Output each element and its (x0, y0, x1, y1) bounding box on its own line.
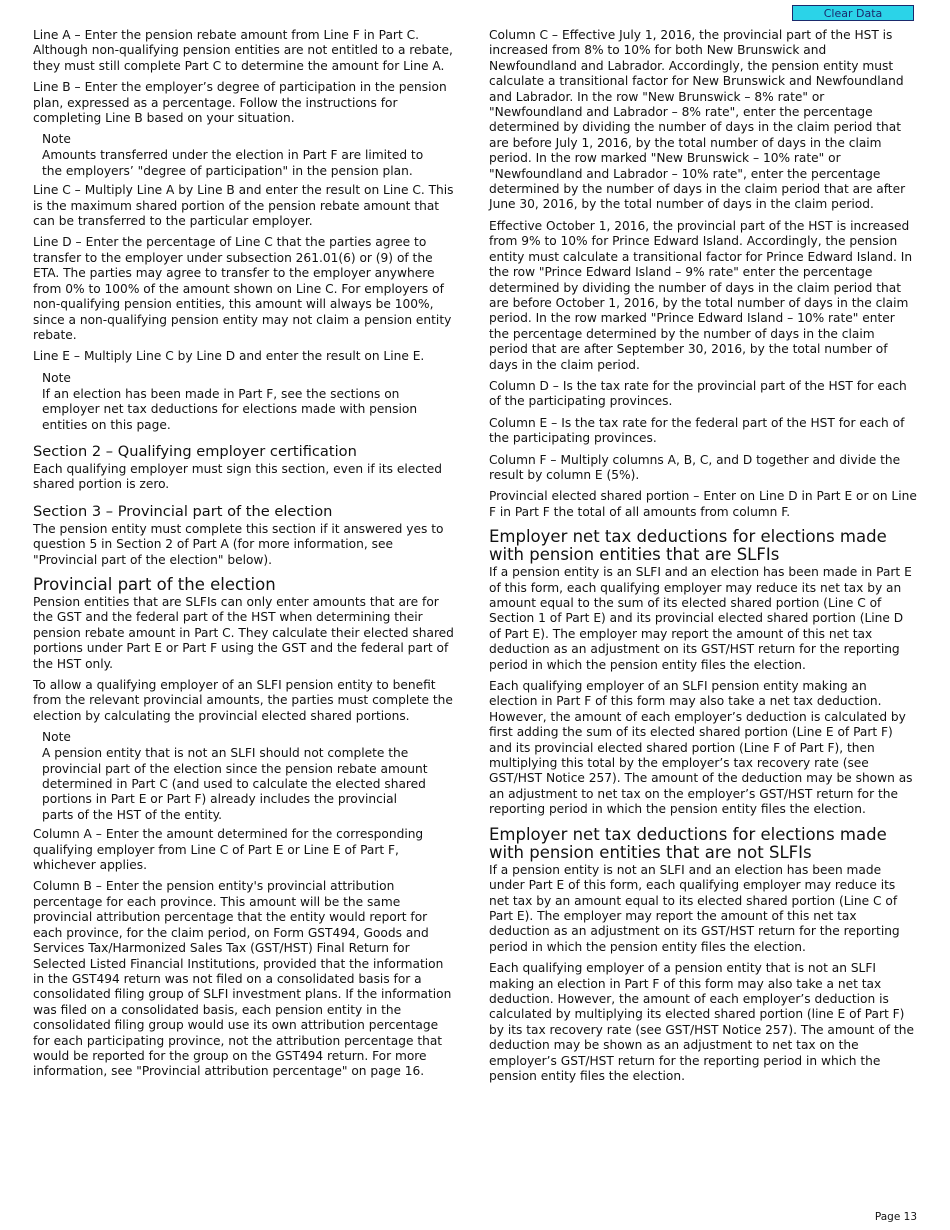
line-a-paragraph: Line A – Enter the pension rebate amount from Line F in Part C. Although non-qualifying pension entities are not entitled to a rebate, they must still complete Part C to determine the amount for Line A. (33, 28, 453, 73)
non-slfi-deductions-heading: Employer net tax deductions for elections made with pension entities that are not SLFIs (489, 824, 887, 862)
provincial-part-p1: Pension entities that are SLFIs can only enter amounts that are for the GST and the federal part of the HST when determining their pension rebate amount in Part C. They calculate their elected shared portions under Part E or Part F using the GST and the federal part of the HST only. (33, 594, 454, 671)
section-3-text: The pension entity must complete this section if it answered yes to question 5 in Section 2 of Part A (for more information, see "Provincial part of the election" below). (33, 521, 444, 567)
line-d-paragraph: Line D – Enter the percentage of Line C that the parties agree to transfer to the employer under subsection 261.01(6) or (9) of the ETA. The parties may agree to transfer to the employer anywhere from 0% to 100% of the amount shown on Line C. For employers of non-qualifying pension entities, this amount will always be 100%, since a non-qualifying pension entity may not claim a pension entity rebate. (33, 235, 452, 342)
section-2-text: Each qualifying employer must sign this section, even if its elected shared portion is zero. (33, 461, 442, 492)
provincial-elected-shared-portion-paragraph: Provincial elected shared portion – Enter on Line D in Part E or on Line F in Part F the total of all amounts from column F. (489, 489, 917, 519)
note-election-part-f (42, 371, 432, 433)
line-b-paragraph: Line B – Enter the employer’s degree of participation in the pension plan, expressed as a percentage. Follow the instructions for completing Line B based on your situation. (33, 80, 447, 126)
note-degree-participation (42, 132, 432, 179)
note-title: Note (42, 730, 71, 745)
note-body: Amounts transferred under the election in Part F are limited to the employers’ "degree of participation" in the pension plan. (42, 148, 424, 178)
section-3-heading: Section 3 – Provincial part of the election (33, 502, 333, 520)
column-e-paragraph: Column E – Is the tax rate for the federal part of the HST for each of the participating provinces. (489, 415, 905, 446)
column-b-paragraph: Column B – Enter the pension entity's provincial attribution percentage for each province. This amount will be the same provincial attribution percentage that the entity would report for each province, for the claim period, on Form GST494, Goods and Services Tax/Harmonized Sales Tax (GST/HST) Final Return for Selected Listed Financial Institutions, provided that the information in the GST494 return was not filed on a consolidated basis for a consolidated filing group of SLFI investment plans. If the information was filed on a consolidated basis, each pension entity in the consolidated filing group would use its own attribution percentage for each participating province, not the attribution percentage that would be reported for the group on the GST494 return. For more information, see "Provincial attribution percentage" on page 16. (33, 879, 452, 1079)
page-number: Page 13 (874, 1211, 917, 1223)
right-column (489, 28, 917, 1090)
slfi-deductions-p2: Each qualifying employer of an SLFI pension entity making an election in Part F of this form may also take a net tax deduction. However, the amount of each employer’s deduction is calculated by first adding the sum of its elected shared portion (Line E of Part F) and its provincial elected shared portion (Line F of Part F), then multiplying this total by the employer’s tax recovery rate (see GST/HST Notice 257). The amount of the deduction may be shown as an adjustment to net tax on the employer’s GST/HST return for the reporting period in which the pension entity files the election. (489, 679, 913, 817)
non-slfi-deductions-p2: Each qualifying employer of a pension entity that is not an SLFI making an election in Part F of this form may also take a net tax deduction. However, the amount of each employer’s deduction is calculated by multiplying its elected shared portion (line E of Part F) by its tax recovery rate (see GST/HST Notice 257). The amount of the deduction may be shown as an adjustment to net tax on the employer’s GST/HST return for the reporting period in which the pension entity files the election. (489, 961, 914, 1083)
line-c-paragraph: Line C – Multiply Line A by Line B and enter the result on Line C. This is the maximum shared portion of the pension rebate amount that can be transferred to the particular employer. (33, 183, 454, 229)
note-body: If an election has been made in Part F, see the sections on employer net tax deductions for elections made with pension entities on this page. (42, 386, 418, 432)
left-column (33, 28, 457, 1086)
note-body: A pension entity that is not an SLFI should not complete the provincial part of the election since the pension rebate amount determined in Part C (and used to calculate the elected shared portions in Part E or Part F) already includes the provincial parts of the HST of the entity. (42, 746, 428, 822)
slfi-deductions-p1: If a pension entity is an SLFI and an election has been made in Part E of this form, each qualifying employer may reduce its net tax by an amount equal to the sum of its elected shared portion (Line C of Section 1 of Part E) and its provincial elected shared portion (Line D of Part E). The employer may report the amount of this net tax deduction as an adjustment on its GST/HST return for the reporting period in which the pension entity files the election. (489, 565, 912, 672)
section-2-heading: Section 2 – Qualifying employer certification (33, 442, 357, 460)
line-e-paragraph: Line E – Multiply Line C by Line D and enter the result on Line E. (33, 349, 425, 364)
column-d-paragraph: Column D – Is the tax rate for the provincial part of the HST for each of the participating provinces. (489, 378, 907, 409)
column-a-paragraph: Column A – Enter the amount determined for the corresponding qualifying employer from Line C of Part E or Line E of Part F, whichever applies. (33, 827, 424, 873)
column-c-pei-paragraph: Effective October 1, 2016, the provincial part of the HST is increased from 9% to 10% for Prince Edward Island. Accordingly, the pension entity must calculate a transitional factor for Prince Edward Island. In the row "Prince Edward Island – 9% rate" enter the percentage determined by dividing the number of days in the claim period that are before October 1, 2016, by the total number of days in the claim period. In the row marked "Prince Edward Island – 10% rate" enter the percentage determined by the number of days in the claim period that are after September 30, 2016, by the total number of days in the claim period. (489, 218, 913, 372)
slfi-deductions-heading: Employer net tax deductions for elections made with pension entities that are SLFIs (489, 527, 887, 565)
provincial-part-heading: Provincial part of the election (33, 574, 276, 594)
provincial-part-p2: To allow a qualifying employer of an SLFI pension entity to benefit from the relevant provincial amounts, the parties must complete the election by calculating the provincial elected shared portions. (33, 678, 453, 723)
note-title: Note (42, 132, 71, 147)
column-f-paragraph: Column F – Multiply columns A, B, C, and D together and divide the result by column E (5%). (489, 452, 901, 482)
note-title: Note (42, 370, 71, 385)
clear-data-button[interactable]: Clear Data (792, 5, 914, 21)
non-slfi-deductions-p1: If a pension entity is not an SLFI and an election has been made under Part E of this form, each qualifying employer may reduce its net tax by an amount equal to its elected shared portion (Line C of Part E). The employer may report the amount of this net tax deduction as an adjustment on its GST/HST return for the reporting period in which the pension entity files the election. (489, 862, 900, 954)
column-c-paragraph: Column C – Effective July 1, 2016, the provincial part of the HST is increased from 8% to 10% for both New Brunswick and Newfoundland and Labrador. Accordingly, the pension entity must calculate a transitional factor for New Brunswick and Newfoundland and Labrador. In the row "New Brunswick – 8% rate" or "Newfoundland and Labrador – 8% rate", enter the percentage determined by dividing the number of days in the claim period that are before July 1, 2016, by the total number of days in the claim period. In the row marked "New Brunswick – 10% rate" or "Newfoundland and Labrador – 10% rate", enter the percentage determined by the number of days in the claim period that are after June 30, 2016, by the total number of days in the claim period. (489, 28, 906, 212)
note-non-slfi (42, 730, 432, 823)
